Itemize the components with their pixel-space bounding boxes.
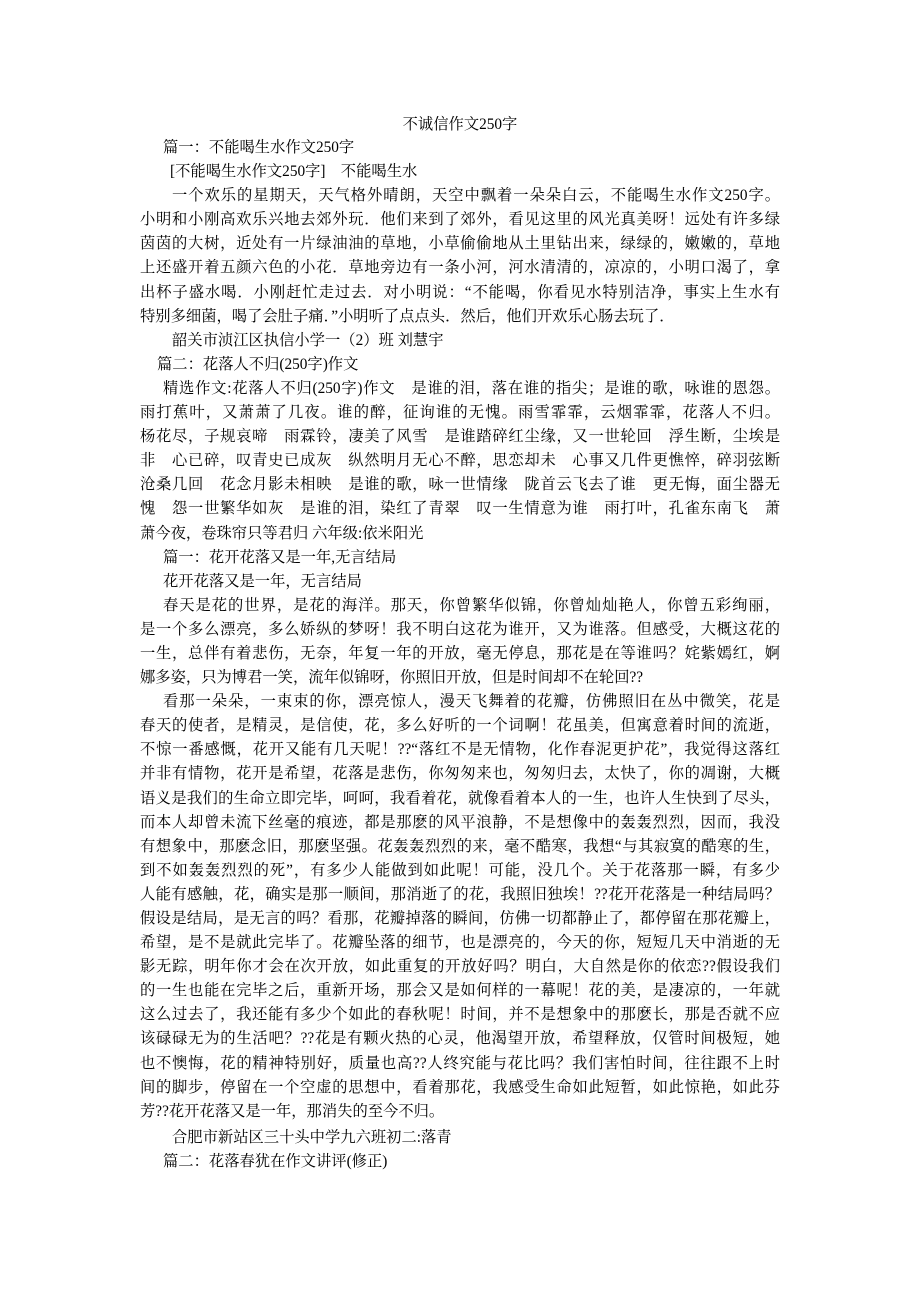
document-title: 不诚信作文250字 bbox=[402, 116, 518, 133]
article-heading: 篇一：花开花落又是一年,无言结局 bbox=[163, 548, 397, 566]
body-line: 一个欢乐的星期天，天气格外晴朗，天空中飘着一朵朵白云，不能喝生水作文250字。 bbox=[172, 187, 780, 205]
body-line: 并非有情物，花开是希望，花落是悲伤，你匆匆来也，匆匆归去，太快了，你的凋谢，大概 bbox=[140, 765, 780, 783]
body-line: 娜多姿，只为博君一笑，流年似锦呀，你照旧开放，但是时间却不在轮回?? bbox=[140, 669, 644, 687]
body-line: 的一生也能在完毕之后，重新开场，那会又是如何样的一幕呢！花的美，是凄凉的，一年就 bbox=[140, 982, 780, 1000]
body-line: 影无踪，明年你才会在次开放，如此重复的开放好吗？明白，大自然是你的依恋??假设我们 bbox=[140, 958, 780, 976]
body-line: 春天的使者，是精灵，是信使，花，多么好听的一个词啊！花虽美，但寓意着时间的流逝， bbox=[140, 717, 780, 735]
document-body bbox=[140, 136, 780, 1174]
body-line: 萧今夜，卷珠帘只等君归 六年级:依米阳光 bbox=[140, 524, 424, 542]
body-line: 假设是结局，是无言的吗？看那，花瓣掉落的瞬间，仿佛一切都静止了，都停留在那花瓣上， bbox=[140, 910, 780, 927]
body-line: 人能有感触，花，确实是那一顺间，那消逝了的花，我照旧独埃！??花开花落是一种结局吗？ bbox=[140, 885, 780, 903]
article-byline: 韶关市浈江区执信小学一（2）班 刘慧宇 bbox=[172, 331, 444, 349]
body-line: 也不懊悔，花的精神特别好，质量也高??人终究能与花比吗？我们害怕时间，往往跟不上时 bbox=[140, 1054, 780, 1072]
body-line: 杨花尽，子规哀啼 雨霖铃，凄美了风雪 是谁踏碎红尘缘，又一世轮回 浮生断，尘埃是 bbox=[140, 428, 780, 446]
body-line: 精选作文:花落人不归(250字)作文 是谁的泪，落在谁的指尖；是谁的歌，咏谁的恩怨。 bbox=[163, 379, 780, 397]
body-line: 芳??花开花落又是一年，那消失的至今不归。 bbox=[140, 1102, 445, 1120]
body-line: 语义是我们的生命立即完毕，呵呵，我看着花，就像看着本人的一生，也许人生快到了尽头， bbox=[140, 789, 780, 807]
article-heading: 篇一：不能喝生水作文250字 bbox=[163, 139, 355, 156]
article-1 bbox=[140, 136, 780, 353]
body-line: 看那一朵朵，一束束的你，漂亮惊人，漫天飞舞着的花瓣，仿佛照旧在丛中微笑，花是 bbox=[163, 693, 780, 711]
article-subheading: [不能喝生水作文250字] 不能喝生水 bbox=[170, 163, 418, 181]
article-heading: 篇二：花落人不归(250字)作文 bbox=[157, 355, 359, 373]
article-4 bbox=[140, 1150, 780, 1174]
body-line: 而本人却曾未流下丝毫的痕迹，都是那麽的风平浪静，不是想像中的轰轰烈烈，因而，我没 bbox=[140, 813, 780, 831]
body-line: 上还盛开着五颜六色的小花．草地旁边有一条小河，河水清清的，凉凉的，小明口渴了，拿 bbox=[140, 259, 780, 277]
body-line: 一生，总伴有着悲伤，无奈，年复一年的开放，毫无停息，那花是在等谁吗？姹紫嫣红，婀 bbox=[140, 644, 780, 662]
article-subheading: 花开花落又是一年，无言结局 bbox=[163, 572, 362, 590]
body-line: 是一个多么漂亮，多么娇纵的梦呀！我不明白这花为谁开，又为谁落。但感受，大概这花的 bbox=[140, 620, 780, 638]
body-line: 不惊一番感慨，花开又能有几天呢！??“落红不是无情物，化作春泥更护花”，我觉得这落红 bbox=[140, 741, 780, 759]
body-line: 希望，是不是就此完毕了。花瓣坠落的细节，也是漂亮的，今天的你，短短几天中消逝的无 bbox=[140, 934, 780, 952]
body-line: 有想象中，那麽念旧，那麽坚强。花轰轰烈烈的来，毫不酷寒，我想“与其寂寞的酷寒的生， bbox=[140, 837, 780, 855]
body-line: 小明和小刚高欢乐兴地去郊外玩．他们来到了郊外，看见这里的风光真美呀！远处有许多绿 bbox=[140, 211, 780, 229]
body-line: 春天是花的世界，是花的海洋。那天，你曾繁华似锦，你曾灿灿艳人，你曾五彩绚丽， bbox=[163, 596, 780, 614]
article-byline: 合肥市新站区三十头中学九六班初二:落青 bbox=[172, 1128, 452, 1146]
body-line: 愧 怨一世繁华如灰 是谁的泪，染红了青翠 叹一生情意为谁 雨打叶，孔雀东南飞 萧 bbox=[140, 500, 780, 518]
body-line: 雨打蕉叶，又萧萧了几夜。谁的醉，征询谁的无愧。雨雪霏霏，云烟霏霏，花落人不归。 bbox=[140, 404, 780, 422]
body-line: 出杯子盛水喝．小刚赶忙走过去．对小明说：“不能喝，你看见水特别洁净，事实上生水有 bbox=[140, 283, 780, 301]
body-line: 间的脚步，停留在一个空虚的思想中，看着那花，我感受生命如此短暂，如此惊艳，如此芬 bbox=[140, 1078, 780, 1096]
article-3 bbox=[140, 546, 780, 1150]
body-line: 沧桑几回 花念月影未相映 是谁的歌，咏一世情缘 陇首云飞去了谁 更无悔，面尘器无 bbox=[140, 476, 780, 494]
body-line: 该碌碌无为的生活吧？??花是有颗火热的心灵，他渴望开放，希望释放，仅管时间极短，她 bbox=[140, 1030, 780, 1048]
body-line: 茵茵的大树，近处有一片绿油油的草地，小草偷偷地从土里钻出来，绿绿的，嫩嫩的，草地 bbox=[140, 235, 780, 253]
body-line: 到不如轰轰烈烈的死”，有多少人能做到如此呢！可能，没几个。关于花落那一瞬，有多少 bbox=[140, 861, 780, 879]
article-2 bbox=[140, 353, 780, 546]
article-heading: 篇二：花落春犹在作文讲评(修正) bbox=[163, 1152, 388, 1170]
body-line: 特别多细菌，喝了会肚子痛．”小明听了点点头．然后，他们开欢乐心肠去玩了． bbox=[140, 307, 675, 325]
body-line: 这么过去了，我还能有多少个如此的春秋呢！时间，并不是想象中的那麽长，那是否就不应 bbox=[140, 1006, 780, 1024]
body-line: 非 心已碎，叹青史已成灰 纵然明月无心不醉，思恋却未 心事又几件更憔悴，碎羽弦断 bbox=[140, 452, 780, 470]
